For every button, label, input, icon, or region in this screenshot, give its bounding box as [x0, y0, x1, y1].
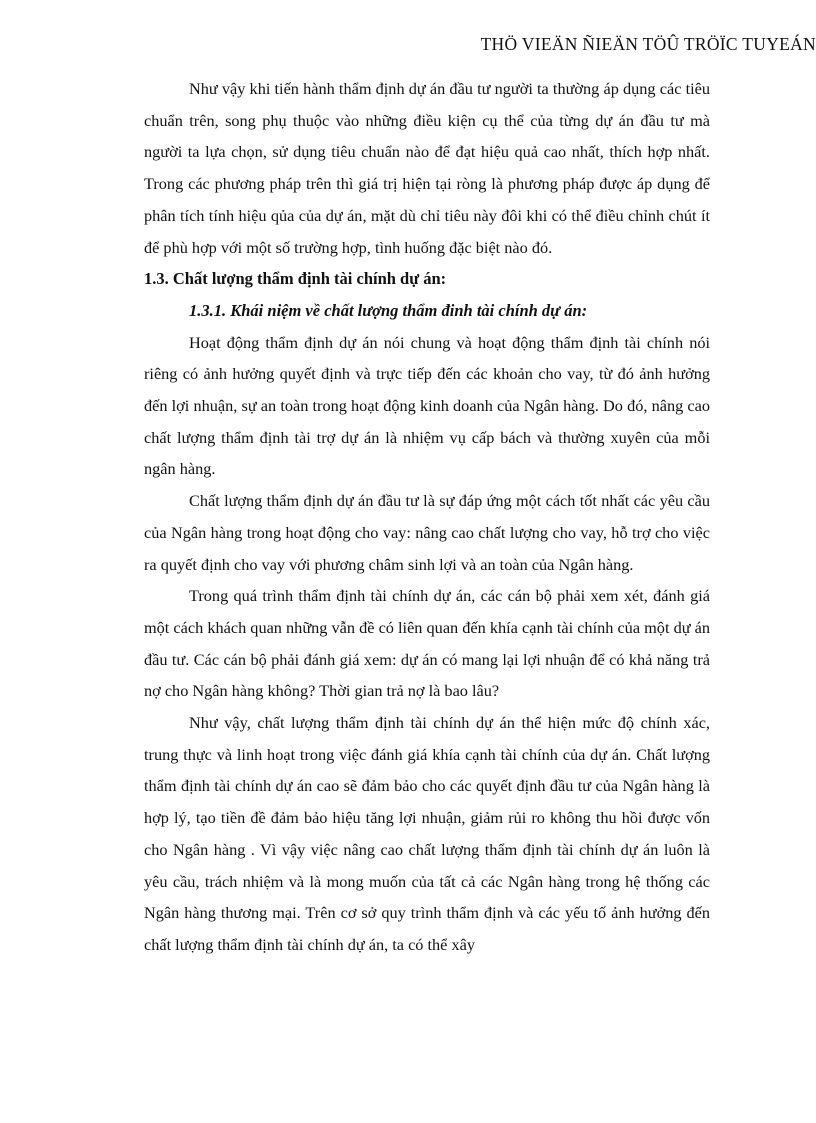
document-body [144, 73, 710, 961]
paragraph-appraisal-process: Trong quá trình thẩm định tài chính dự án, các cán bộ phải xem xét, đánh giá một cách khách quan những vẫn đề có liên quan đến khía cạnh tài chính của một dự án đầu tư. Các cán bộ phải đánh giá xem: dự án có mang lại lợi nhuận để có khả năng trả nợ cho Ngân hàng không? Thời gian trả nợ là bao lâu? [144, 586, 710, 701]
paragraph-quality-definition: Chất lượng thẩm định dự án đầu tư là sự đáp ứng một cách tốt nhất các yêu cầu của Ngân hàng trong hoạt động cho vay: nâng cao chất lượng cho vay, hỗ trợ cho việc ra quyết định cho vay với phương châm sinh lợi và an toàn của Ngân hàng. [144, 491, 710, 574]
section-heading: 1.3. Chất lượng thẩm định tài chính dự án: [144, 269, 447, 289]
paragraph-appraisal-activity: Hoạt động thẩm định dự án nói chung và hoạt động thẩm định tài chính nói riêng có ảnh hưởng quyết định và trực tiếp đến các khoản cho vay, từ đó ảnh hưởng đến lợi nhuận, sự an toàn trong hoạt động kinh doanh của Ngân hàng. Do đó, nâng cao chất lượng thẩm định tài trợ dự án là nhiệm vụ cấp bách và thường xuyên của mỗi ngân hàng. [144, 332, 710, 479]
page-header: THÖ VIEÄN ÑIEÄN TÖÛ TRÖÏC TUYEÁN [480, 34, 816, 54]
subsection-heading: 1.3.1. Khái niệm về chất lượng thẩm đinh tài chính dự án: [189, 300, 588, 320]
paragraph-quality-importance: Như vậy, chất lượng thẩm định tài chính dự án thể hiện mức độ chính xác, trung thực và linh hoạt trong việc đánh giá khía cạnh tài chính của dự án. Chất lượng thẩm định tài chính dự án cao sẽ đảm bảo cho các quyết định đầu tư của Ngân hàng là hợp lý, tạo tiền đề đảm bảo hiệu tăng lợi nhuận, giảm rủi ro không thu hồi được vốn cho Ngân hàng . Vì vậy việc nâng cao chất lượng thẩm định tài chính dự án luôn là yêu cầu, trách nhiệm và là mong muốn của tất cả các Ngân hàng trong hệ thống các Ngân hàng thương mại. Trên cơ sở quy trình thẩm định và các yếu tố ảnh hưởng đến chất lượng thẩm định tài chính dự án, ta có thể xây [144, 713, 710, 954]
paragraph-intro: Như vậy khi tiến hành thẩm định dự án đầu tư người ta thường áp dụng các tiêu chuẩn trên, song phụ thuộc vào những điều kiện cụ thể của từng dự án đầu tư mà người ta lựa chọn, sử dụng tiêu chuẩn nào để đạt hiệu quả cao nhất, thích hợp nhất. Trong các phương pháp trên thì giá trị hiện tại ròng là phương pháp được áp dụng để phân tích tính hiệu qủa của dự án, mặt dù chỉ tiêu này đôi khi có thể điều chỉnh chút ít để phù hợp với một số trường hợp, tình huống đặc biệt nào đó. [144, 79, 710, 257]
